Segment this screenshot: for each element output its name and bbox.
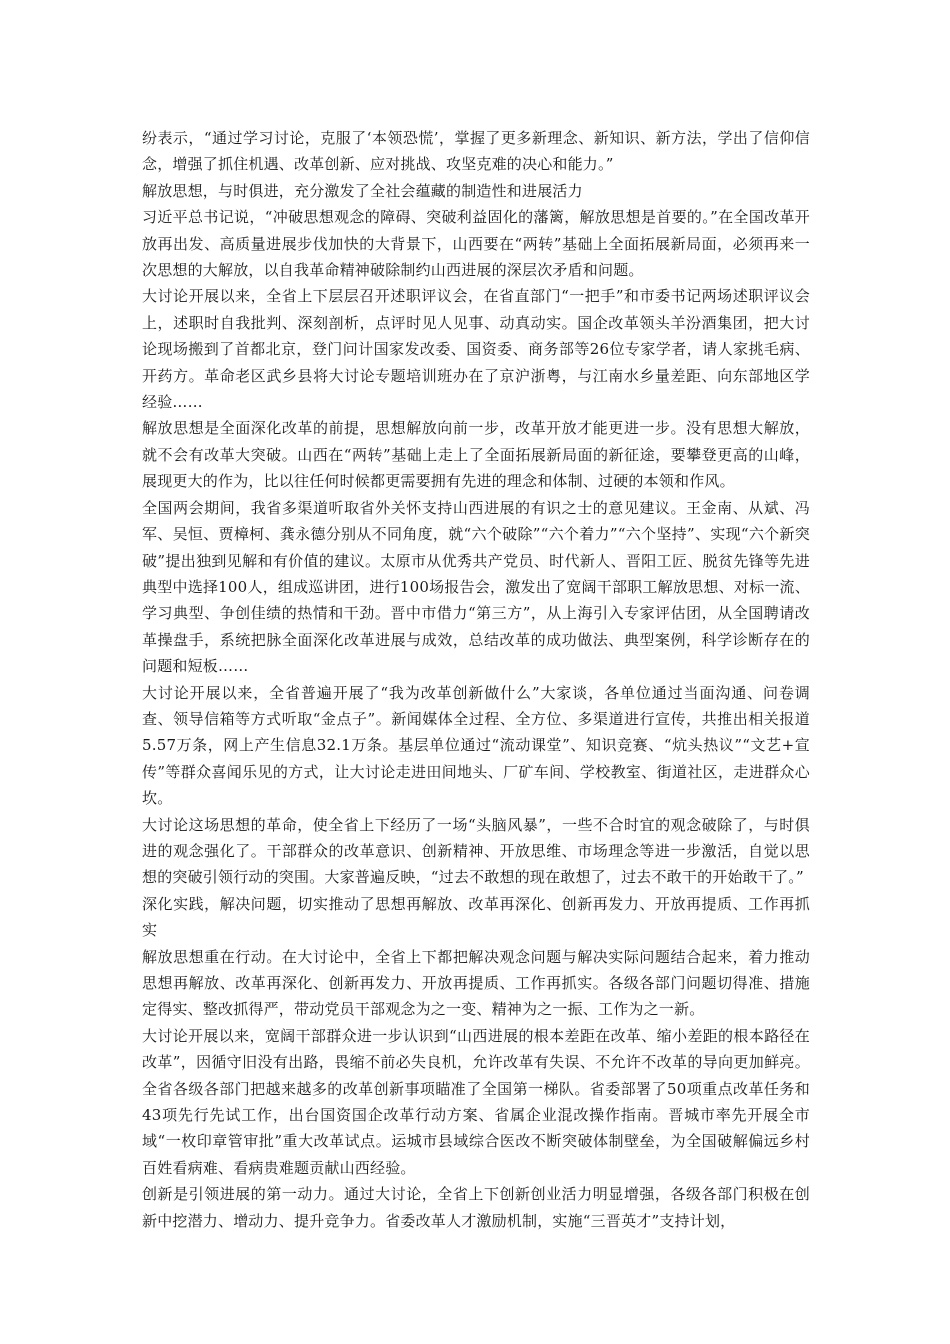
paragraph: 大讨论开展以来，全省普遍开展了“我为改革创新做什么”大家谈，各单位通过当面沟通、问卷调查、领导信箱等方式听取“金点子”。新闻媒体全过程、全方位、多渠道进行宣传，共推出相关报道5.57万条，网上产生信息32.1万条。基层单位通过“流动课堂”、知识竞赛、“炕头热议”“文艺+宣传”等群众喜闻乐见的方式，让大讨论走进田间地头、厂矿车间、学校教室、街道社区，走进群众心坎。 [142,683,810,808]
paragraph: 习近平总书记说，“冲破思想观念的障碍、突破利益固化的藩篱，解放思想是首要的。”在全国改革开放再出发、高质量进展步伐加快的大背景下，山西要在“两转”基础上全面拓展新局面，必须再来一次思想的大解放，以自我革命精神破除制约山西进展的深层次矛盾和问题。 [142,208,810,280]
paragraph: 解放思想是全面深化改革的前提，思想解放向前一步，改革开放才能更进一步。没有思想大解放，就不会有改革大突破。山西在“两转”基础上走上了全面拓展新局面的新征途，要攀登更高的山峰，展现更大的作为，比以往任何时候都更需要拥有先进的理念和体制、过硬的本领和作风。 [142,419,810,491]
paragraph: 大讨论开展以来，全省上下层层召开述职评议会，在省直部门“一把手”和市委书记两场述职评议会上，述职时自我批判、深刻剖析，点评时见人见事、动真动实。国企改革领头羊汾酒集团，把大讨论现场搬到了首都北京，登门问计国家发改委、国资委、商务部等26位专家学者，请人家挑毛病、开药方。革命老区武乡县将大讨论专题培训班办在了京沪浙粤，与江南水乡量差距、向东部地区学经验…… [142,287,810,412]
paragraph: 创新是引领进展的第一动力。通过大讨论，全省上下创新创业活力明显增强，各级各部门积极在创新中挖潜力、增动力、提升竞争力。省委改革人才激励机制，实施“三晋英才”支持计划， [142,1185,810,1230]
paragraph: 大讨论开展以来，宽阔干部群众进一步认识到“山西进展的根本差距在改革、缩小差距的根本路径在改革”，因循守旧没有出路，畏缩不前必失良机，允许改革有失误、不允许不改革的导向更加鲜亮。全省各级各部门把越来越多的改革创新事项瞄准了全国第一梯队。省委部署了50项重点改革任务和43项先行先试工作，出台国资国企改革行动方案、省属企业混改操作指南。晋城市率先开展全市域“一枚印章管审批”重大改革试点。运城市县域综合医改不断突破体制壁垒，为全国破解偏远乡村百姓看病难、看病贵难题贡献山西经验。 [142,1026,810,1177]
section-heading: 解放思想，与时俱进，充分激发了全社会蕴藏的制造性和进展活力 [142,181,583,200]
section-heading: 深化实践，解决问题，切实推动了思想再解放、改革再深化、创新再发力、开放再提质、工作再抓实 [142,894,810,940]
document-body [142,125,810,1234]
paragraph: 大讨论这场思想的革命，使全省上下经历了一场“头脑风暴”，一些不合时宜的观念破除了，与时俱进的观念强化了。干部群众的改革意识、创新精神、开放思维、市场理念等进一步激活，自觉以思想的突破引领行动的突围。大家普遍反映，“过去不敢想的现在敢想了，过去不敢干的开始敢干了。” [142,815,810,887]
paragraph: 纷表示，“通过学习讨论，克服了‘本领恐慌’，掌握了更多新理念、新知识、新方法，学出了信仰信念，增强了抓住机遇、改革创新、应对挑战、攻坚克难的决心和能力。” [142,129,810,174]
paragraph: 全国两会期间，我省多渠道听取省外关怀支持山西进展的有识之士的意见建议。王金南、从斌、冯军、吴恒、贾樟柯、龚永德分别从不同角度，就“六个破除”“六个着力”“六个坚持”、实现“六个新突破”提出独到见解和有价值的建议。太原市从优秀共产党员、时代新人、晋阳工匠、脱贫先锋等先进典型中选择100人，组成巡讲团，进行100场报告会，激发出了宽阔干部职工解放思想、对标一流、学习典型、争创佳绩的热情和干劲。晋中市借力“第三方”，从上海引入专家评估团，从全国聘请改革操盘手，系统把脉全面深化改革进展与成效，总结改革的成功做法、典型案例，科学诊断存在的问题和短板…… [142,498,810,676]
paragraph: 解放思想重在行动。在大讨论中，全省上下都把解决观念问题与解决实际问题结合起来，着力推动思想再解放、改革再深化、创新再发力、开放再提质、工作再抓实。各级各部门问题切得准、措施定得实、整改抓得严，带动党员干部观念为之一变、精神为之一振、工作为之一新。 [142,947,810,1019]
